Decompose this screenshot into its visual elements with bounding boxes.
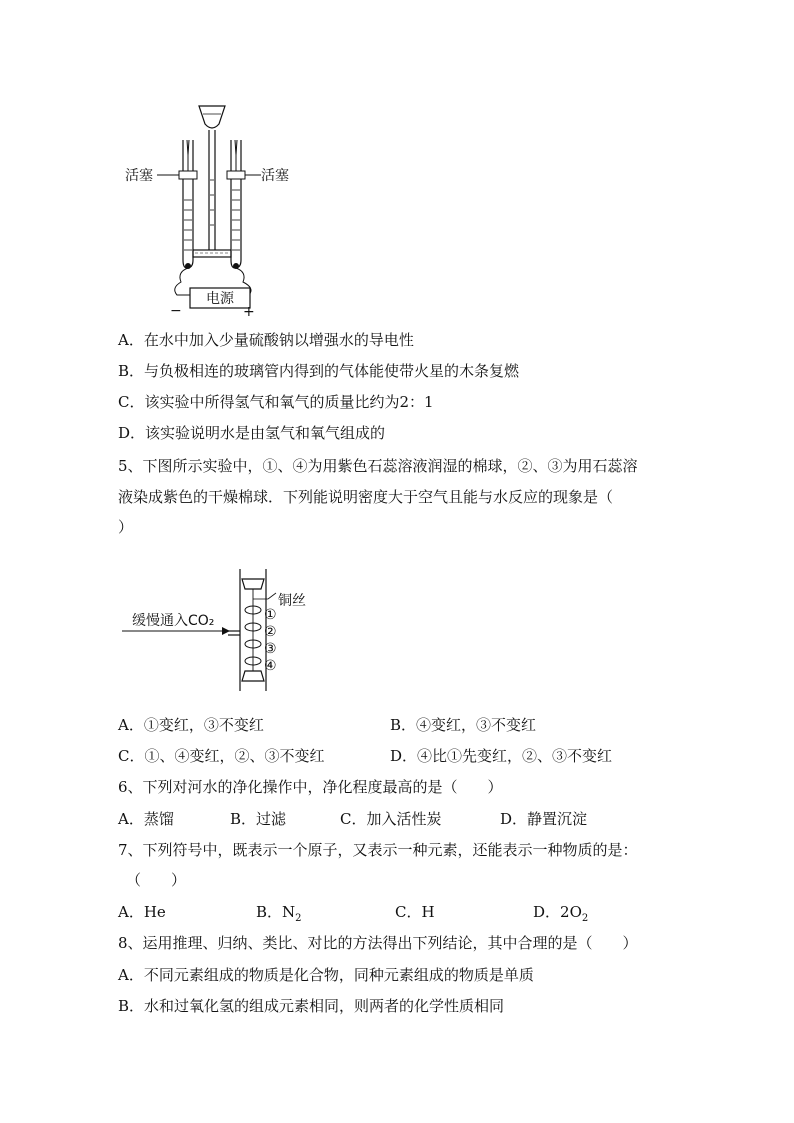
q7-option-d <box>533 902 588 925</box>
q7-option-b-text: B．N <box>256 903 296 921</box>
co2-inlet-label: 缓慢通入CO₂ <box>132 613 215 629</box>
q4-option-c: C．该实验中所得氢气和氧气的质量比约为2：1 <box>118 393 434 411</box>
q7-option-b-subscript: 2 <box>295 913 302 924</box>
co2-experiment-figure <box>118 565 338 695</box>
q8-option-a: A．不同元素组成的物质是化合物，同种元素组成的物质是单质 <box>118 966 534 984</box>
q6-option-a: A．蒸馏 <box>118 810 174 828</box>
right-stopcock-label: 活塞 <box>261 168 289 184</box>
q6-option-b: B．过滤 <box>230 810 287 828</box>
q7-option-d-text: D．2O <box>533 903 582 921</box>
q8-option-b: B．水和过氧化氢的组成元素相同，则两者的化学性质相同 <box>118 997 505 1015</box>
q8-stem: 8、运用推理、归纳、类比、对比的方法得出下列结论，其中合理的是（ ） <box>118 934 638 952</box>
q7-option-a: A．He <box>118 903 166 921</box>
q6-option-d: D．静置沉淀 <box>500 810 588 828</box>
q5-option-b: B．④变红，③不变红 <box>390 716 537 734</box>
q7-stem-bracket: （ ） <box>126 871 187 889</box>
negative-terminal-label: − <box>170 303 182 319</box>
q5-stem-line1: 5、下图所示实验中，①、④为用紫色石蕊溶液润湿的棉球，②、③为用石蕊溶 <box>118 457 638 475</box>
left-stopcock-label: 活塞 <box>125 168 153 184</box>
ball-4-label: ④ <box>264 658 277 674</box>
q7-option-b <box>256 902 302 925</box>
ball-2-label: ② <box>264 624 277 640</box>
q4-option-b: B．与负极相连的玻璃管内得到的气体能使带火星的木条复燃 <box>118 362 520 380</box>
ball-3-label: ③ <box>264 641 277 657</box>
q6-option-c: C．加入活性炭 <box>340 810 442 828</box>
positive-terminal-label: + <box>243 304 255 320</box>
q6-stem: 6、下列对河水的净化操作中，净化程度最高的是（ ） <box>118 778 503 796</box>
q5-option-a: A．①变红，③不变红 <box>118 716 264 734</box>
q4-option-a: A．在水中加入少量硫酸钠以增强水的导电性 <box>118 331 414 349</box>
q5-option-c: C．①、④变红，②、③不变红 <box>118 747 325 765</box>
q5-stem-line2: 液染成紫色的干燥棉球．下列能说明密度大于空气且能与水反应的现象是（ <box>118 488 614 506</box>
q7-stem: 7、下列符号中，既表示一个原子，又表示一种元素，还能表示一种物质的是： <box>118 841 638 859</box>
power-source-label: 电源 <box>206 291 234 307</box>
q5-option-d: D．④比①先变红，②、③不变红 <box>390 747 613 765</box>
q5-stem-line3: ） <box>118 518 134 536</box>
electrolysis-apparatus-figure <box>115 100 315 320</box>
ball-1-label: ① <box>264 607 277 623</box>
q4-option-d: D．该实验说明水是由氢气和氧气组成的 <box>118 424 386 442</box>
q7-option-d-subscript: 2 <box>581 913 589 924</box>
copper-wire-label: 铜丝 <box>278 593 306 609</box>
q7-option-c: C．H <box>395 903 435 921</box>
